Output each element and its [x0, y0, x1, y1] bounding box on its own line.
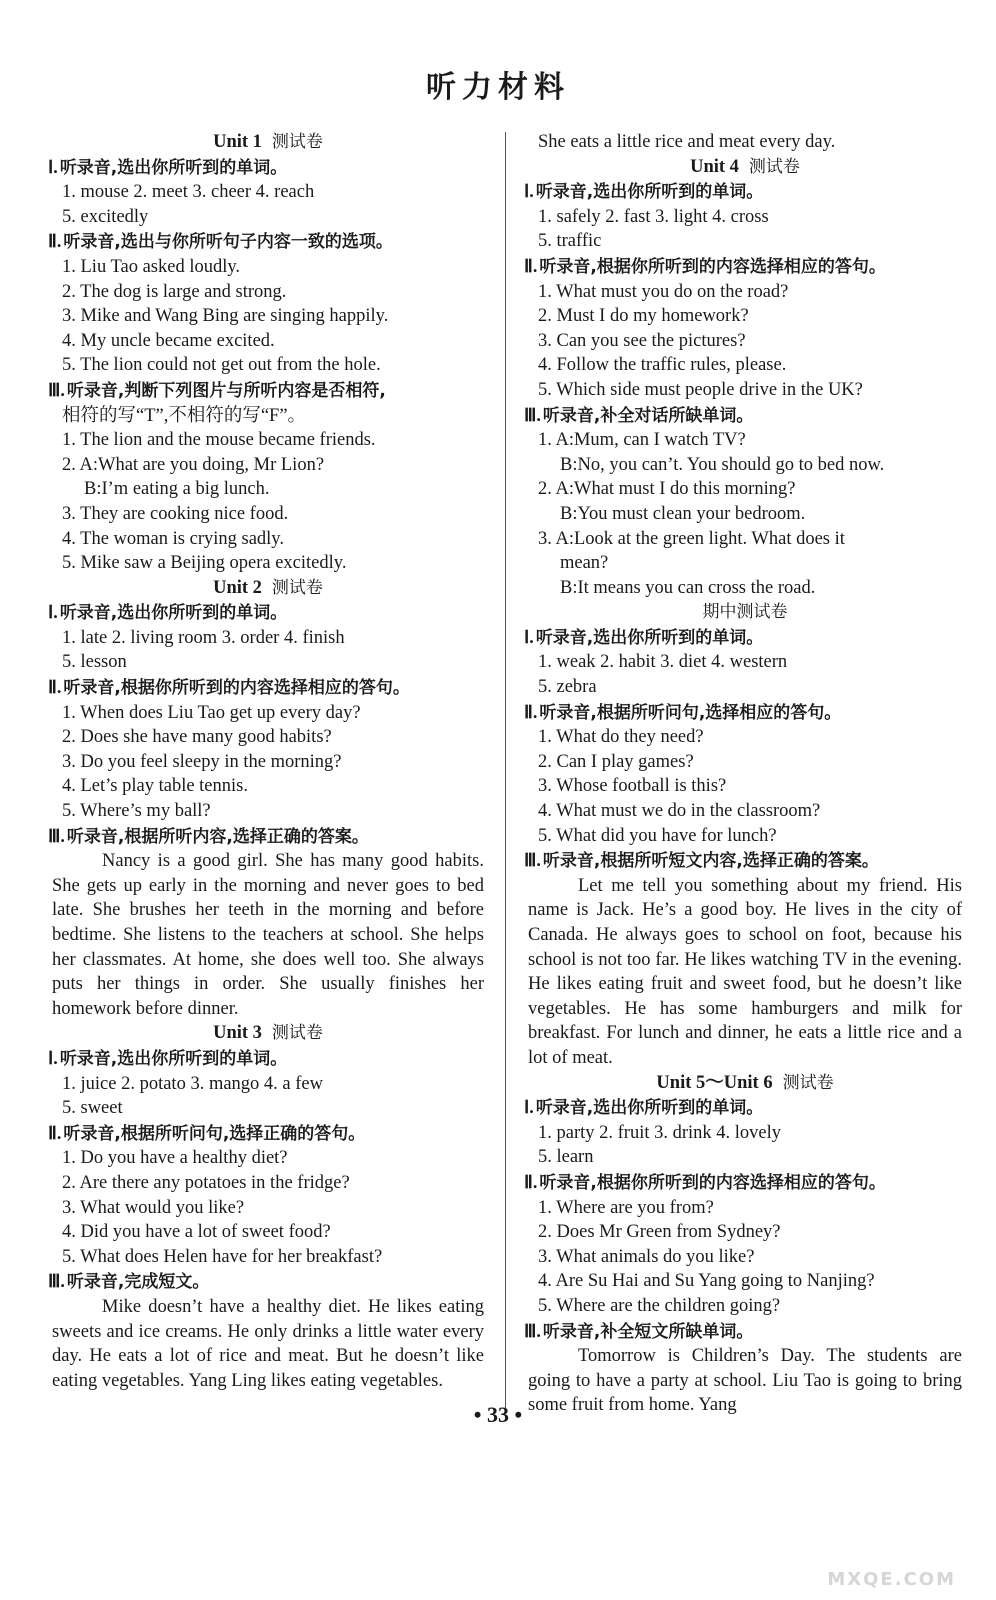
question-heading — [524, 254, 962, 280]
listening-line: 相符的写“T”,不相符的写“F”。 — [62, 405, 307, 426]
listening-line: 5. What does Helen have for her breakfast? — [62, 1246, 383, 1267]
unit-title: Unit 4 — [690, 156, 739, 177]
listening-line: mean? — [560, 553, 609, 574]
question-instruction: 听录音,补全对话所缺单词。 — [542, 405, 754, 426]
unit-title: Unit 5～Unit 6 — [656, 1072, 773, 1093]
question-number: Ⅰ. — [48, 1047, 58, 1068]
watermark-logo — [796, 1520, 966, 1590]
listening-line: 3. Whose football is this? — [538, 776, 727, 797]
test-label: 测试卷 — [271, 577, 323, 598]
question-instruction: 听录音,根据你所听到的内容选择相应的答句。 — [539, 256, 886, 277]
listening-line: 5. excitedly — [62, 206, 149, 227]
question-instruction: 听录音,根据所听问句,选择相应的答句。 — [539, 702, 842, 723]
listening-line: 5. Where’s my ball? — [62, 801, 211, 822]
question-heading — [524, 1095, 962, 1121]
listening-line: She eats a little rice and meat every day. — [538, 132, 836, 152]
question-heading — [524, 403, 962, 429]
listening-line: B:You must clean your bedroom. — [560, 503, 806, 524]
listening-line: 1. The lion and the mouse became friends. — [62, 430, 376, 451]
listening-line: 1. late 2. living room 3. order 4. finish — [62, 627, 345, 648]
passage-text: Mike doesn’t have a healthy diet. He likes eating sweets and ice creams. He only drinks a little water every day. He eats a lot of rice and meat. But he doesn’t like eating vegetables. Yang Ling likes eating vegetables. — [52, 1296, 484, 1391]
question-heading — [524, 625, 962, 651]
section-heading — [528, 600, 962, 625]
question-number: Ⅱ. — [524, 701, 538, 722]
listening-line: 1. party 2. fruit 3. drink 4. lovely — [538, 1122, 782, 1143]
question-heading — [48, 1046, 484, 1072]
listening-line: B:I’m eating a big lunch. — [84, 479, 270, 500]
question-heading — [48, 824, 484, 850]
passage-text: Nancy is a good girl. She has many good habits. She gets up early in the morning and never goes to bed late. She brushes her teeth in the morning and before bedtime. She listens to the teachers at school. She helps her classmates. At home, she does well too. She always puts her things in order. She usually finishes her homework before dinner. — [52, 851, 484, 1019]
question-instruction: 听录音,选出你所听到的单词。 — [535, 627, 764, 648]
question-instruction: 听录音,根据所听内容,选择正确的答案。 — [66, 826, 369, 847]
listening-passage — [528, 874, 962, 1071]
section-heading — [52, 576, 484, 601]
section-heading — [52, 130, 484, 155]
listening-passage — [52, 849, 484, 1021]
listening-line: 3. Can you see the pictures? — [538, 330, 746, 351]
listening-line: 1. What do they need? — [538, 727, 704, 748]
question-number: Ⅰ. — [48, 156, 58, 177]
question-instruction: 听录音,选出你所听到的单词。 — [535, 182, 764, 203]
listening-line: 3. They are cooking nice food. — [62, 503, 289, 524]
listening-line: 5. learn — [538, 1147, 594, 1168]
question-number: Ⅱ. — [48, 677, 62, 698]
listening-line: 5. The lion could not get out from the hole. — [62, 355, 381, 376]
listening-line: 2. Does Mr Green from Sydney? — [538, 1222, 781, 1243]
listening-line: 4. Let’s play table tennis. — [62, 776, 248, 797]
listening-line: 4. What must we do in the classroom? — [538, 801, 821, 822]
test-label: 测试卷 — [782, 1072, 834, 1093]
passage-text: Tomorrow is Children’s Day. The students are going to have a party at school. Liu Tao is going to bring some fruit from home. Yang — [528, 1346, 962, 1416]
listening-line: 1. A:Mum, can I watch TV? — [538, 430, 746, 451]
listening-line: 4. The woman is crying sadly. — [62, 528, 284, 549]
page-title: 听力材料 — [426, 70, 570, 105]
question-heading — [48, 600, 484, 626]
listening-line: 5. traffic — [538, 231, 602, 252]
question-instruction: 听录音,根据所听短文内容,选择正确的答案。 — [542, 851, 879, 872]
listening-line: 2. Are there any potatoes in the fridge? — [62, 1172, 350, 1193]
listening-line: 1. What must you do on the road? — [538, 281, 789, 302]
test-label: 测试卷 — [748, 156, 800, 177]
listening-line: B:No, you can’t. You should go to bed now. — [560, 454, 885, 475]
unit-title: Unit 1 — [213, 132, 262, 152]
question-instruction: 听录音,补全短文所缺单词。 — [542, 1321, 754, 1342]
question-number: Ⅲ. — [48, 379, 65, 400]
listening-line: 2. Does she have many good habits? — [62, 727, 332, 748]
question-instruction: 听录音,根据你所听到的内容选择相应的答句。 — [63, 678, 410, 699]
listening-line: 2. Must I do my homework? — [538, 306, 749, 327]
listening-line: 4. Are Su Hai and Su Yang going to Nanjing? — [538, 1271, 875, 1292]
question-heading — [48, 229, 484, 255]
page-number: • 33 • — [473, 1402, 523, 1427]
question-number: Ⅰ. — [524, 626, 534, 647]
question-number: Ⅱ. — [524, 255, 538, 276]
question-heading — [48, 378, 484, 404]
listening-line: 3. A:Look at the green light. What does it — [538, 528, 845, 549]
question-number: Ⅲ. — [524, 1320, 541, 1341]
listening-line: 4. Follow the traffic rules, please. — [538, 355, 787, 376]
listening-passage — [52, 1295, 484, 1393]
listening-line: 3. What would you like? — [62, 1197, 245, 1218]
listening-line: 5. lesson — [62, 652, 127, 673]
question-instruction: 听录音,选出与你所听句子内容一致的选项。 — [63, 232, 393, 253]
listening-line: 5. Mike saw a Beijing opera excitedly. — [62, 553, 347, 574]
test-label: 期中测试卷 — [702, 602, 788, 623]
listening-line: 2. The dog is large and strong. — [62, 281, 287, 302]
question-instruction: 听录音,选出你所听到的单词。 — [59, 157, 288, 178]
listening-line: 1. Where are you from? — [538, 1197, 714, 1218]
listening-line: 5. sweet — [62, 1098, 123, 1119]
question-number: Ⅲ. — [524, 404, 541, 425]
question-heading — [48, 675, 484, 701]
question-instruction: 听录音,选出你所听到的单词。 — [535, 1098, 764, 1119]
passage-text: Let me tell you something about my friend. His name is Jack. He’s a good boy. He lives in the city of Canada. He always goes to school on foot, because his school is not too far. He likes watching TV in the evening. He likes eating fruit and sweet food, but he doesn’t like vegetables. He has some hamburgers and milk for breakfast. For lunch and dinner, he eats a little rice and a lot of meat. — [528, 875, 962, 1068]
listening-line: 5. What did you have for lunch? — [538, 825, 777, 846]
question-heading — [524, 700, 962, 726]
question-number: Ⅱ. — [524, 1171, 538, 1192]
question-heading — [48, 1121, 484, 1147]
listening-line: 5. Where are the children going? — [538, 1295, 781, 1316]
listening-line: 1. safely 2. fast 3. light 4. cross — [538, 206, 769, 227]
question-number: Ⅱ. — [48, 1122, 62, 1143]
listening-line: 1. weak 2. habit 3. diet 4. western — [538, 652, 788, 673]
question-number: Ⅰ. — [524, 1097, 534, 1118]
listening-line: 1. Liu Tao asked loudly. — [62, 256, 241, 277]
question-heading — [524, 848, 962, 874]
listening-line: 1. When does Liu Tao get up every day? — [62, 702, 361, 723]
listening-line: 3. Mike and Wang Bing are singing happily. — [62, 306, 389, 327]
question-number: Ⅰ. — [48, 602, 58, 623]
column-divider — [505, 132, 506, 1412]
test-label: 测试卷 — [271, 132, 323, 152]
section-heading — [528, 155, 962, 180]
question-number: Ⅲ. — [48, 1271, 65, 1292]
right-column — [524, 130, 962, 1416]
listening-line: 5. zebra — [538, 677, 597, 698]
listening-line: 4. Did you have a lot of sweet food? — [62, 1222, 331, 1243]
listening-line: 2. Can I play games? — [538, 751, 694, 772]
listening-line: 5. Which side must people drive in the UK? — [538, 379, 863, 400]
question-heading — [524, 179, 962, 205]
question-number: Ⅰ. — [524, 181, 534, 202]
question-number: Ⅲ. — [48, 825, 65, 846]
listening-line: 4. My uncle became excited. — [62, 330, 275, 351]
question-heading — [524, 1170, 962, 1196]
listening-line: 3. What animals do you like? — [538, 1246, 755, 1267]
listening-line: 2. A:What must I do this morning? — [538, 479, 796, 500]
listening-line: 1. Do you have a healthy diet? — [62, 1148, 288, 1169]
watermark-text: MXQE.COM — [827, 1569, 956, 1590]
question-number: Ⅲ. — [524, 850, 541, 871]
test-label: 测试卷 — [271, 1023, 323, 1044]
question-heading — [48, 1269, 484, 1295]
left-column — [48, 130, 484, 1415]
listening-line: B:It means you can cross the road. — [560, 577, 816, 598]
question-heading — [524, 1319, 962, 1345]
question-heading — [48, 155, 484, 181]
unit-title: Unit 3 — [213, 1023, 262, 1044]
listening-line: 3. Do you feel sleepy in the morning? — [62, 751, 342, 772]
question-instruction: 听录音,完成短文。 — [66, 1272, 210, 1293]
question-number: Ⅱ. — [48, 231, 62, 252]
listening-line: 2. A:What are you doing, Mr Lion? — [62, 454, 325, 475]
question-instruction: 听录音,选出你所听到的单词。 — [59, 1048, 288, 1069]
question-instruction: 听录音,根据所听问句,选择正确的答句。 — [63, 1123, 366, 1144]
question-instruction: 听录音,根据你所听到的内容选择相应的答句。 — [539, 1172, 886, 1193]
unit-title: Unit 2 — [213, 577, 262, 598]
question-instruction: 听录音,选出你所听到的单词。 — [59, 603, 288, 624]
listening-line: 1. juice 2. potato 3. mango 4. a few — [62, 1073, 323, 1094]
question-instruction: 听录音,判断下列图片与所听内容是否相符, — [66, 380, 386, 401]
section-heading — [52, 1021, 484, 1046]
section-heading — [528, 1071, 962, 1096]
listening-line: 1. mouse 2. meet 3. cheer 4. reach — [62, 182, 315, 203]
